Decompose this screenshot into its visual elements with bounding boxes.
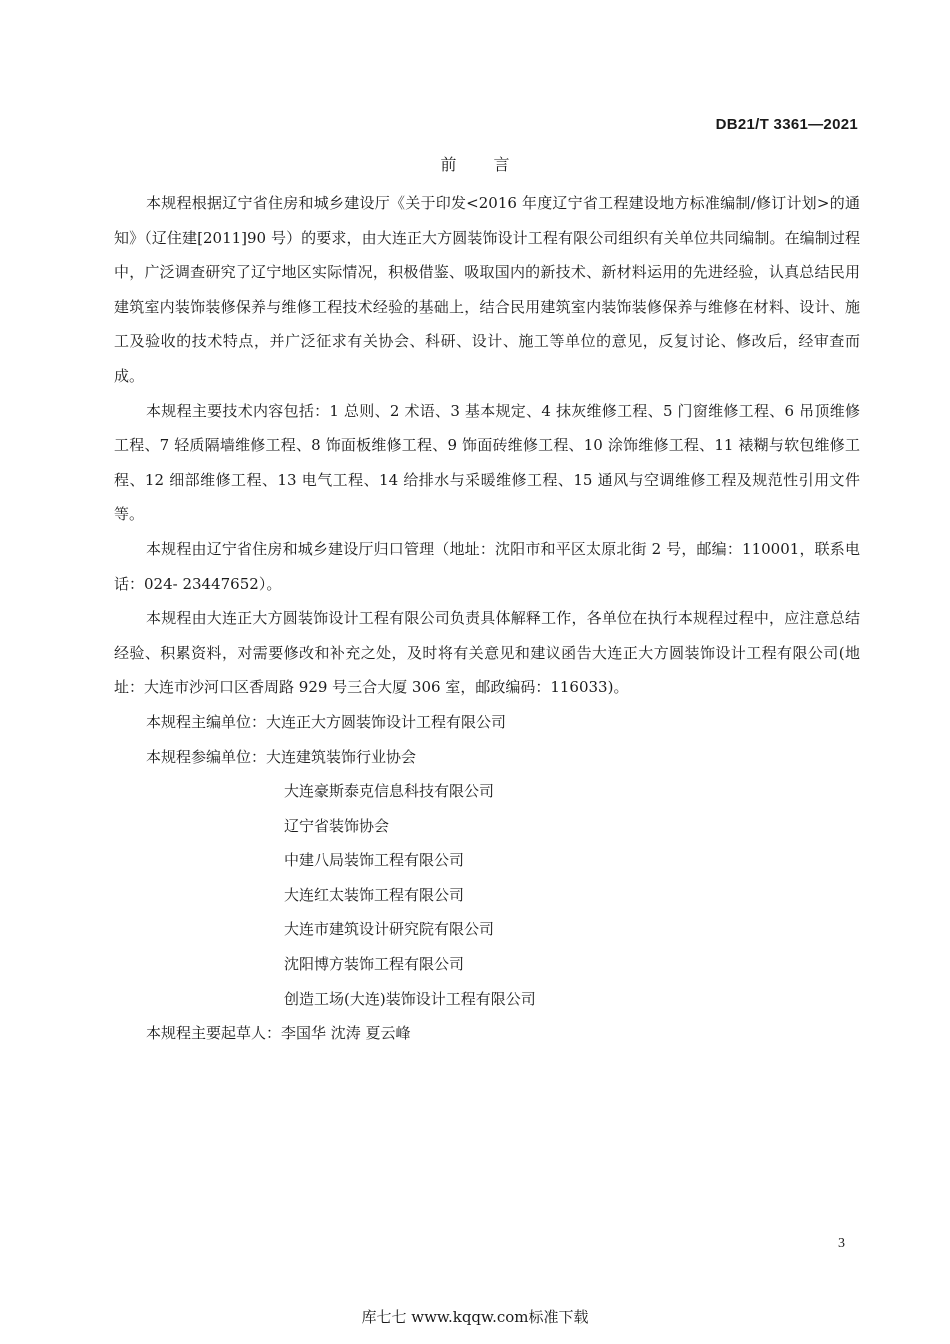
- chief-unit: 本规程主编单位：大连正大方圆装饰设计工程有限公司: [146, 712, 507, 731]
- main-drafters: 本规程主要起草人：李国华 沈涛 夏云峰: [146, 1024, 411, 1043]
- participating-unit: 大连红太装饰工程有限公司: [284, 885, 465, 904]
- footer-watermark: 库七七 www.kqqw.com标准下载: [361, 1308, 589, 1326]
- document-body: [114, 186, 860, 1051]
- paragraph-contents: 本规程主要技术内容包括：1 总则、2 术语、3 基本规定、4 抹灰维修工程、5 门窗维修工程、6 吊顶维修工程、7 轻质隔墙维修工程、8 饰面板维修工程、9 饰面砖维修工程、10 涂饰维修工程、11 裱糊与软包维修工程、12 细部维修工程、13 电气工程、14 给排水与采暖维修工程、15 通风与空调维修工程及规范性引用文件等。: [114, 401, 860, 524]
- participating-unit: 辽宁省装饰协会: [284, 816, 390, 835]
- paragraph-basis: 本规程根据辽宁省住房和城乡建设厅《关于印发<2016 年度辽宁省工程建设地方标准编制/修订计划>的通知》（辽住建[2011]90 号）的要求，由大连正大方圆装饰设计工程有限公司组织有关单位共同编制。在编制过程中，广泛调查研究了辽宁地区实际情况，积极借鉴、吸取国内的新技术、新材料运用的先进经验，认真总结民用建筑室内装饰装修保养与维修工程技术经验的基础上，结合民用建筑室内装饰装修保养与维修在材料、设计、施工及验收的技术特点，并广泛征求有关协会、科研、设计、施工等单位的意见，反复讨论、修改后，经审查而成。: [114, 194, 860, 385]
- participating-unit: 大连市建筑设计研究院有限公司: [284, 920, 495, 939]
- paragraph-interpretation: 本规程由大连正大方圆装饰设计工程有限公司负责具体解释工作，各单位在执行本规程过程中，应注意总结经验、积累资料，对需要修改和补充之处，及时将有关意见和建议函告大连正大方圆装饰设计工程有限公司(地址：大连市沙河口区香周路 929 号三合大厦 306 室，邮政编码：116033)。: [114, 609, 860, 697]
- participating-unit: 创造工场(大连)装饰设计工程有限公司: [284, 989, 536, 1008]
- participating-unit: 大连豪斯泰克信息科技有限公司: [284, 782, 495, 801]
- participating-unit-first: 本规程参编单位：大连建筑装饰行业协会: [146, 747, 417, 766]
- participating-unit: 中建八局装饰工程有限公司: [284, 851, 465, 870]
- paragraph-management: 本规程由辽宁省住房和城乡建设厅归口管理（地址：沈阳市和平区太原北街 2 号，邮编：110001，联系电话：024- 23447652）。: [114, 539, 860, 593]
- page-title: 前 言: [440, 155, 526, 174]
- page-number: 3: [838, 1236, 845, 1251]
- participating-unit: 沈阳博方装饰工程有限公司: [284, 955, 465, 974]
- document-code: DB21/T 3361—2021: [715, 116, 858, 133]
